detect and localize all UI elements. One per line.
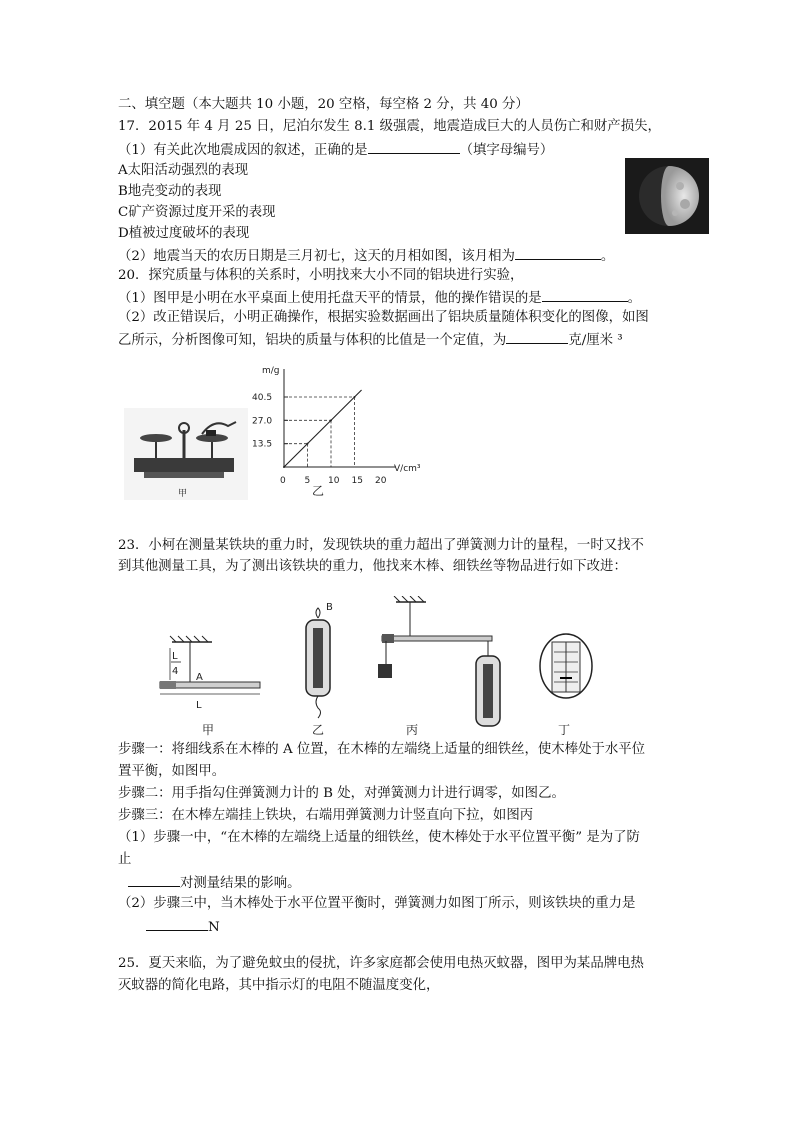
q17-stem: 17．2015 年 4 月 25 日，尼泊尔发生 8.1 级强震，地震造成巨大的人员伤亡和财产损失， xyxy=(118,119,661,134)
section-header: 二、填空题（本大题共 10 小题，20 空格，每空格 2 分，共 40 分） xyxy=(118,97,529,112)
q17-sub1 xyxy=(118,140,553,160)
fig-L-label: L xyxy=(196,700,202,711)
answer-blank[interactable] xyxy=(146,917,208,931)
q17-sub1-hint: （填字母编号） xyxy=(459,143,554,158)
data-point xyxy=(307,443,309,445)
answer-blank[interactable] xyxy=(506,330,568,344)
q23-sub1-end: 对测量结果的影响。 xyxy=(180,876,301,891)
y-tick-label: 27.0 xyxy=(252,416,273,427)
q25-line1: 25．夏天来临，为了避免蚊虫的侵扰，许多家庭都会使用电热灭蚊器，图甲为某品牌电热 xyxy=(118,956,644,971)
fig-L4-num: L xyxy=(172,651,178,662)
q23-sub2-b xyxy=(146,917,220,937)
q17-option-d: D植被过度破坏的表现 xyxy=(118,226,250,241)
q20-sub1-text: （1）图甲是小明在水平桌面上使用托盘天平的情景，他的操作错误的是 xyxy=(118,291,542,306)
y-tick-label: 13.5 xyxy=(252,439,273,450)
q17-sub2-text: （2）地震当天的农历日期是三月初七，这天的月相如图，该月相为 xyxy=(118,249,515,264)
answer-blank[interactable] xyxy=(542,288,628,302)
q23-step1-b: 置平衡，如图甲。 xyxy=(118,764,226,779)
q23-step3: 步骤三：在木棒左端挂上铁块，右端用弹簧测力计竖直向下拉，如图丙 xyxy=(118,808,534,823)
q17-option-c: C矿产资源过度开采的表现 xyxy=(118,205,276,220)
q17-option-b: B地壳变动的表现 xyxy=(118,184,222,199)
q23-sub1-c xyxy=(128,873,301,893)
fig-bing-setup xyxy=(378,596,500,737)
q23-sub2-unit: N xyxy=(208,920,220,935)
fig-B-label: B xyxy=(326,602,333,613)
x-tick-label: 15 xyxy=(351,476,363,486)
q23-line1: 23．小柯在测量某铁块的重力时，发现铁块的重力超出了弹簧测力计的量程，一时又找不 xyxy=(118,538,644,553)
fig-A-label: A xyxy=(196,672,203,683)
q20-sub2-unit: 克/厘米 ³ xyxy=(568,333,623,348)
q20-sub2-line1: （2）改正错误后，小明正确操作，根据实验数据画出了铝块质量随体积变化的图像，如图 xyxy=(118,310,649,325)
data-point xyxy=(283,466,285,468)
q20-sub2-text: 乙所示，分析图像可知，铝块的质量与体积的比值是一个定值，为 xyxy=(118,333,507,348)
q17-option-a: A太阳活动强烈的表现 xyxy=(118,163,249,178)
series-line xyxy=(284,390,362,467)
lever-experiment-figures xyxy=(150,596,620,738)
q23-step1-a: 步骤一：将细线系在木棒的 A 位置，在木棒的左端绕上适量的细铁丝，使木棒处于水平位 xyxy=(118,742,646,757)
fig-ding-scale-reading xyxy=(540,634,592,737)
q20-sub1 xyxy=(118,288,641,308)
y-tick-label: 40.5 xyxy=(252,393,273,403)
q23-sub1-b: 止 xyxy=(118,852,132,867)
fig-yi-spring-scale xyxy=(306,602,333,737)
q17-sub2-end: 。 xyxy=(600,249,615,264)
fig-jia-lever xyxy=(160,636,260,737)
fig-jia-label: 甲 xyxy=(178,489,188,499)
data-point xyxy=(354,396,356,398)
balance-figure xyxy=(124,408,248,500)
answer-blank[interactable] xyxy=(515,246,601,260)
q23-sub2-a: （2）步骤三中，当木棒处于水平位置平衡时，弹簧测力如图丁所示，则该铁块的重力是 xyxy=(118,896,636,911)
q20-sub1-end: 。 xyxy=(627,291,642,306)
x-tick-label: 10 xyxy=(328,476,340,486)
origin-label: 0 xyxy=(280,476,286,486)
q23-sub1-a: （1）步骤一中，“在木棒的左端绕上适量的细铁丝，使木棒处于水平位置平衡” 是为了防 xyxy=(118,830,640,845)
mass-volume-chart xyxy=(250,355,440,500)
x-axis-label: V/cm³ xyxy=(394,464,421,474)
q23-step2: 步骤二：用手指勾住弹簧测力计的 B 处，对弹簧测力计进行调零，如图乙。 xyxy=(118,786,565,801)
fig-label-yi: 乙 xyxy=(312,723,325,737)
fig-label-jia: 甲 xyxy=(202,723,215,737)
answer-blank[interactable] xyxy=(368,140,460,154)
q23-line2: 到其他测量工具，为了测出该铁块的重力，他找来木棒、细铁丝等物品进行如下改进： xyxy=(118,559,627,574)
fig-L4-den: 4 xyxy=(172,666,179,677)
x-tick-label: 20 xyxy=(375,476,387,486)
fig-yi-label: 乙 xyxy=(312,484,325,498)
q17-sub1-text: （1）有关此次地震成因的叙述，正确的是 xyxy=(118,143,368,158)
moon-phase-photo xyxy=(625,158,709,234)
q17-sub2 xyxy=(118,246,614,266)
q20-sub2-line2 xyxy=(118,330,623,350)
fig-label-ding: 丁 xyxy=(558,723,571,737)
q20-stem: 20．探究质量与体积的关系时，小明找来大小不同的铝块进行实验， xyxy=(118,268,524,283)
answer-blank[interactable] xyxy=(128,873,180,887)
data-point xyxy=(330,419,332,421)
fig-label-bing: 丙 xyxy=(406,723,419,737)
q25-line2: 灭蚊器的简化电路，其中指示灯的电阻不随温度变化， xyxy=(118,978,440,993)
x-tick-label: 5 xyxy=(304,476,311,486)
y-axis-label: m/g xyxy=(262,366,280,376)
